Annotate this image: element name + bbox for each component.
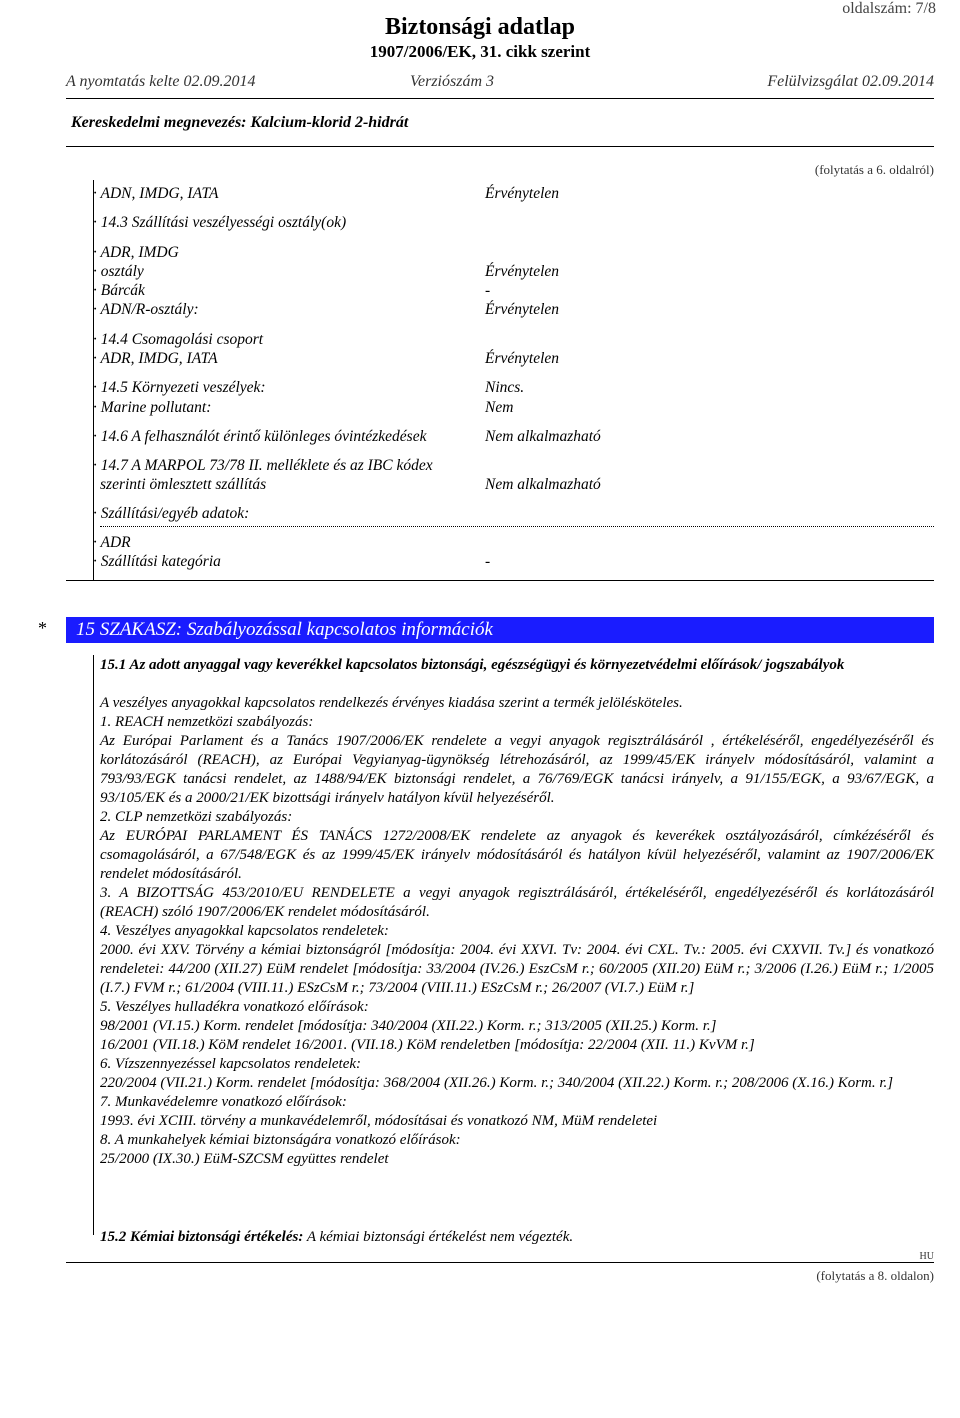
section-15-2-heading: 15.2 Kémiai biztonsági értékelés: — [100, 1229, 304, 1245]
revision-date: Felülvizsgálat 02.09.2014 — [767, 73, 934, 90]
paragraph: Az EURÓPAI PARLAMENT ÉS TANÁCS 1272/2008/EK rendelete az anyagok és keverékek osztályozásáról, címkézéséről és csomagolásáról, a 67/548/EGK és az 1999/45/EK irányelv módosításáról és hatályon kívül helyezéséről, valamint az 1907/2006/EK rendelet módosításáról. — [100, 828, 934, 882]
version: Verziószám 3 — [410, 73, 495, 90]
footer-divider — [66, 1262, 934, 1263]
section-15-1-body — [100, 694, 934, 1169]
page-number: oldalszám: 7/8 — [842, 0, 936, 17]
paragraph: 8. A munkahelyek kémiai biztonságára vonatkozó előírások: — [100, 1132, 461, 1148]
paragraph: 6. Vízszennyezéssel kapcsolatos rendeletek: — [100, 1056, 362, 1072]
section-15-2-text: A kémiai biztonsági értékelést nem végezték. — [306, 1229, 574, 1245]
continued-from-note: (folytatás a 6. oldalról) — [814, 162, 934, 177]
section-15-title: 15 SZAKASZ: Szabályozással kapcsolatos információk — [76, 619, 493, 640]
language-code: HU — [919, 1251, 934, 1262]
section-15-2 — [100, 1228, 934, 1247]
paragraph: 2000. évi XXV. Törvény a kémiai biztonságról [módosítja: 2004. évi XXVI. Tv: 2004. évi CXL. Tv.: 2005. évi CXXVII. Tv.] és vonatkozó rendeletei: 44/200 (XII.27) EüM rendelet [módosítja: 33/2004 (IV.26.) EszCsM r.; 60/2005 (XII.20) EüM r.; 3/2006 (I.26.) EüM r.; 1/2005 (I.7.) FVM r.; 61/2004 (VIII.11.) ESzCsM r.; 73/2004 (VIII.11.) ESzCsM r.; 26/2007 (VI.7.) EüM r.] — [100, 942, 934, 996]
dotted-divider — [100, 526, 934, 527]
paragraph: 2. CLP nemzetközi szabályozás: — [100, 809, 293, 825]
document-subtitle: 1907/2006/EK, 31. cikk szerint — [369, 42, 591, 61]
paragraph: 3. A BIZOTTSÁG 453/2010/EU RENDELETE a vegyi anyagok regisztrálásáról, értékeléséről, engedélyezéséről és korlátozásáról (REACH) szóló 1907/2006/EK rendelet módosításáról. — [100, 885, 934, 920]
paragraph: A veszélyes anyagokkal kapcsolatos rendelkezés érvényes kiadása szerint a termék jelölésköteles. — [100, 695, 683, 711]
header-divider — [66, 98, 934, 99]
section-margin-bar — [93, 655, 94, 1235]
change-marker: * — [38, 618, 47, 638]
document-title: Biztonsági adatlap — [384, 14, 576, 40]
section-15-header — [66, 617, 934, 643]
paragraph: 4. Veszélyes anyagokkal kapcsolatos rendeletek: — [100, 923, 389, 939]
section-15-1-heading: 15.1 Az adott anyaggal vagy keverékkel kapcsolatos biztonsági, egészségügyi és környezetvédelmi előírások/ jogszabályok — [100, 657, 845, 673]
trade-name: Kereskedelmi megnevezés: Kalcium-klorid 2-hidrát — [71, 114, 409, 131]
print-date: A nyomtatás kelte 02.09.2014 — [66, 73, 256, 90]
trade-name-divider — [66, 146, 934, 147]
paragraph: 7. Munkavédelemre vonatkozó előírások: — [100, 1094, 347, 1110]
paragraph: Az Európai Parlament és a Tanács 1907/2006/EK rendelete a vegyi anyagok regisztrálásáról , értékeléséről, engedélyezéséről és korlátozásáról (REACH), az Európai Vegyianyag-ügynökség létrehozásáról, az 1999/45/EK irányelv módosításáról, valamint a 793/93/EGK tanácsi rendelet, az 1488/94/EK biztonsági rendelet, a 76/769/EGK tanácsi irányelv, a 91/155/EGK, a 93/67/EGK, a 93/105/EK és a 2000/21/EK bizottsági irányelv hatályon kívül helyezéséről. — [100, 733, 934, 806]
paragraph: 25/2000 (IX.30.) EüM-SZCSM együttes rendelet — [100, 1151, 389, 1167]
paragraph: 1. REACH nemzetközi szabályozás: — [100, 714, 314, 730]
paragraph: 5. Veszélyes hulladékra vonatkozó előírások: — [100, 999, 369, 1015]
paragraph: 1993. évi XCIII. törvény a munkavédelemről, módosításai és vonatkozó NM, MüM rendeletei — [100, 1113, 658, 1129]
paragraph: 98/2001 (VI.15.) Korm. rendelet [módosítja: 340/2004 (XII.22.) Korm. r.; 313/2005 (XII.25.) Korm. r.] — [100, 1018, 717, 1034]
section-divider — [66, 580, 934, 581]
paragraph: 16/2001 (VII.18.) KöM rendelet 16/2001. (VII.18.) KöM rendeletben [módosítja: 22/2004 (XII. 11.) KvVM r.] — [100, 1037, 755, 1053]
continued-to-note: (folytatás a 8. oldalon) — [816, 1268, 934, 1283]
paragraph: 220/2004 (VII.21.) Korm. rendelet [módosítja: 368/2004 (XII.26.) Korm. r.; 340/2004 (XII.22.) Korm. r.; 208/2006 (X.16.) Korm. r.] — [100, 1075, 894, 1091]
